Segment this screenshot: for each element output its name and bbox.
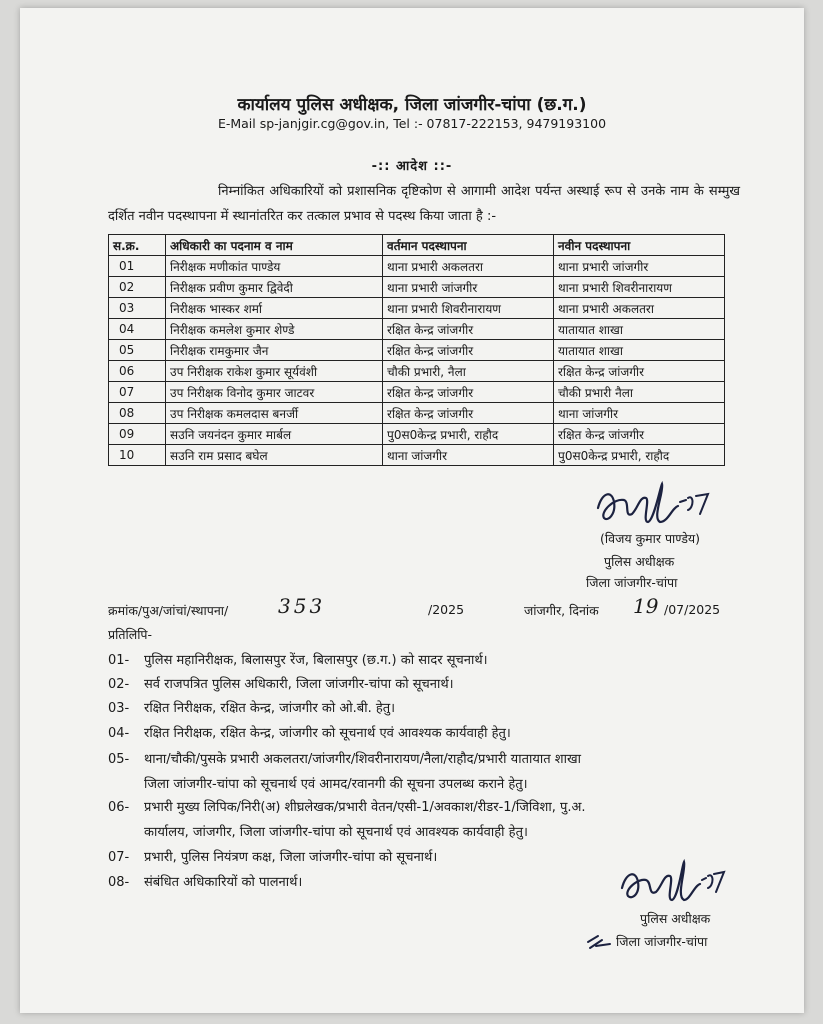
reference-number: 353 (278, 594, 326, 618)
list-item-continuation: कार्यालय, जांजगीर, जिला जांजगीर-चांपा को सूचनार्थ एवं आवश्यक कार्यवाही हेतु। (144, 825, 528, 840)
copy-heading: प्रतिलिपि- (108, 627, 153, 642)
transfer-table (108, 234, 725, 466)
signatory-designation: पुलिस अधीक्षक (604, 554, 675, 569)
list-item-text: सर्व राजपत्रित पुलिस अधिकारी, जिला जांजगीर-चांपा को सूचनार्थ। (144, 677, 454, 692)
table-body (109, 256, 725, 466)
cell-new-posting: रक्षित केन्द्र जांजगीर (554, 424, 725, 445)
cell-officer: सउनि राम प्रसाद बघेल (166, 445, 383, 466)
list-item-text: संबंधित अधिकारियों को पालनार्थ। (144, 875, 303, 890)
table-header-row (109, 235, 725, 256)
cell-serial: 10 (109, 445, 166, 466)
cell-serial: 04 (109, 319, 166, 340)
cell-new-posting: थाना प्रभारी अकलतरा (554, 298, 725, 319)
table-row (109, 256, 725, 277)
list-item (108, 749, 581, 792)
table-row (109, 361, 725, 382)
list-item-text: थाना/चौकी/पुसके प्रभारी अकलतरा/जांजगीर/शिवरीनारायण/नैला/राहौद/प्रभारी यातायात शाखा (144, 752, 582, 767)
cell-serial: 07 (109, 382, 166, 403)
list-item (108, 698, 395, 716)
signature-image-2 (616, 854, 726, 912)
cell-serial: 01 (109, 256, 166, 277)
list-item-number: 03- (108, 701, 130, 716)
cell-current-posting: रक्षित केन्द्र जांजगीर (383, 340, 554, 361)
table-row (109, 340, 725, 361)
cell-officer: उप निरीक्षक विनोद कुमार जाटवर (166, 382, 383, 403)
list-item-text: प्रभारी, पुलिस नियंत्रण कक्ष, जिला जांजगीर-चांपा को सूचनार्थ। (144, 850, 438, 865)
table-row (109, 382, 725, 403)
list-item (108, 797, 586, 840)
cell-current-posting: पु0स0केन्द्र प्रभारी, राहौद (383, 424, 554, 445)
cell-current-posting: थाना प्रभारी अकलतरा (383, 256, 554, 277)
list-item (108, 847, 437, 865)
list-item-number: 04- (108, 726, 130, 741)
list-item-text: प्रभारी मुख्य लिपिक/निरी(अ) शीघ्रलेखक/प्रभारी वेतन/एसी-1/अवकाश/रीडर-1/जिविशा, पु.अ. (144, 800, 586, 815)
header-officer: अधिकारी का पदनाम व नाम (166, 235, 383, 256)
cell-new-posting: पु0स0केन्द्र प्रभारी, राहौद (554, 445, 725, 466)
list-item-number: 06- (108, 800, 130, 815)
list-item-text: पुलिस महानिरीक्षक, बिलासपुर रेंज, बिलासपुर (छ.ग.) को सादर सूचनार्थ। (144, 653, 488, 668)
order-heading: -:: आदेश ::- (371, 159, 453, 174)
reference-prefix: क्रमांक/पुअ/जांचां/स्थापना/ (108, 603, 229, 618)
cell-new-posting: यातायात शाखा (554, 319, 725, 340)
table-row (109, 445, 725, 466)
cell-serial: 03 (109, 298, 166, 319)
header-serial: स.क्र. (109, 235, 166, 256)
cell-current-posting: थाना प्रभारी शिवरीनारायण (383, 298, 554, 319)
table-row (109, 424, 725, 445)
header-current-posting: वर्तमान पदस्थापना (383, 235, 554, 256)
reference-month-year: /07/2025 (664, 602, 721, 617)
signature-image (590, 478, 720, 534)
cell-officer: निरीक्षक प्रवीण कुमार द्विवेदी (166, 277, 383, 298)
cell-serial: 08 (109, 403, 166, 424)
table-row (109, 403, 725, 424)
cell-officer: उप निरीक्षक कमलदास बनर्जी (166, 403, 383, 424)
cell-current-posting: रक्षित केन्द्र जांजगीर (383, 382, 554, 403)
cell-current-posting: रक्षित केन्द्र जांजगीर (383, 403, 554, 424)
cell-serial: 02 (109, 277, 166, 298)
cell-serial: 09 (109, 424, 166, 445)
reference-day: 19 (633, 594, 659, 618)
list-item-text: रक्षित निरीक्षक, रक्षित केन्द्र, जांजगीर को ओ.बी. हेतु। (144, 701, 396, 716)
list-item (108, 674, 454, 692)
cell-current-posting: रक्षित केन्द्र जांजगीर (383, 319, 554, 340)
list-item-number: 08- (108, 875, 130, 890)
cell-new-posting: थाना प्रभारी जांजगीर (554, 256, 725, 277)
office-title: कार्यालय पुलिस अधीक्षक, जिला जांजगीर-चांपा (छ.ग.) (237, 95, 587, 115)
cell-serial: 06 (109, 361, 166, 382)
cell-officer: निरीक्षक रामकुमार जैन (166, 340, 383, 361)
cell-current-posting: थाना प्रभारी जांजगीर (383, 277, 554, 298)
reference-place-date: जांजगीर, दिनांक (524, 603, 599, 618)
cell-officer: निरीक्षक भास्कर शर्मा (166, 298, 383, 319)
list-item-number: 02- (108, 677, 130, 692)
contact-line: E-Mail sp-janjgir.cg@gov.in, Tel :- 07817-222153, 9479193100 (217, 116, 607, 131)
list-item-number: 07- (108, 850, 130, 865)
signatory-designation-2: पुलिस अधीक्षक (640, 911, 711, 926)
cell-officer: सउनि जयनंदन कुमार मार्बल (166, 424, 383, 445)
cell-officer: उप निरीक्षक राकेश कुमार सूर्यवंशी (166, 361, 383, 382)
header-new-posting: नवीन पदस्थापना (554, 235, 725, 256)
table-row (109, 298, 725, 319)
table-row (109, 319, 725, 340)
signatory-district-2: जिला जांजगीर-चांपा (616, 934, 708, 949)
list-item-continuation: जिला जांजगीर-चांपा को सूचनार्थ एवं आमद/रवानगी की सूचना उपलब्ध कराने हेतु। (144, 777, 528, 792)
cell-current-posting: थाना जांजगीर (383, 445, 554, 466)
document-page (20, 8, 804, 1013)
cell-new-posting: थाना जांजगीर (554, 403, 725, 424)
list-item (108, 650, 488, 668)
list-item (108, 872, 302, 890)
order-intro: निम्नांकित अधिकारियों को प्रशासनिक दृष्टिकोण से आगामी आदेश पर्यन्त अस्थाई रूप से उनके नाम के सम्मुख दर्शित नवीन पदस्थापना में स्थानांतरित कर तत्काल प्रभाव से पदस्थ किया जाता है :- (108, 184, 740, 224)
cell-current-posting: चौकी प्रभारी, नैला (383, 361, 554, 382)
signatory-name: (विजय कुमार पाण्डेय) (600, 531, 701, 546)
cell-new-posting: थाना प्रभारी शिवरीनारायण (554, 277, 725, 298)
signatory-district: जिला जांजगीर-चांपा (586, 575, 678, 590)
cell-new-posting: चौकी प्रभारी नैला (554, 382, 725, 403)
cell-officer: निरीक्षक कमलेश कुमार शेण्डे (166, 319, 383, 340)
reference-year: /2025 (428, 602, 465, 617)
list-item-text: रक्षित निरीक्षक, रक्षित केन्द्र, जांजगीर को सूचनार्थ एवं आवश्यक कार्यवाही हेतु। (144, 726, 511, 741)
list-item-number: 05- (108, 752, 130, 767)
table-row (109, 277, 725, 298)
cell-new-posting: रक्षित केन्द्र जांजगीर (554, 361, 725, 382)
cell-officer: निरीक्षक मणीकांत पाण्डेय (166, 256, 383, 277)
list-item-number: 01- (108, 653, 130, 668)
cell-new-posting: यातायात शाखा (554, 340, 725, 361)
cell-serial: 05 (109, 340, 166, 361)
initial-mark (586, 932, 614, 952)
list-item (108, 723, 511, 741)
